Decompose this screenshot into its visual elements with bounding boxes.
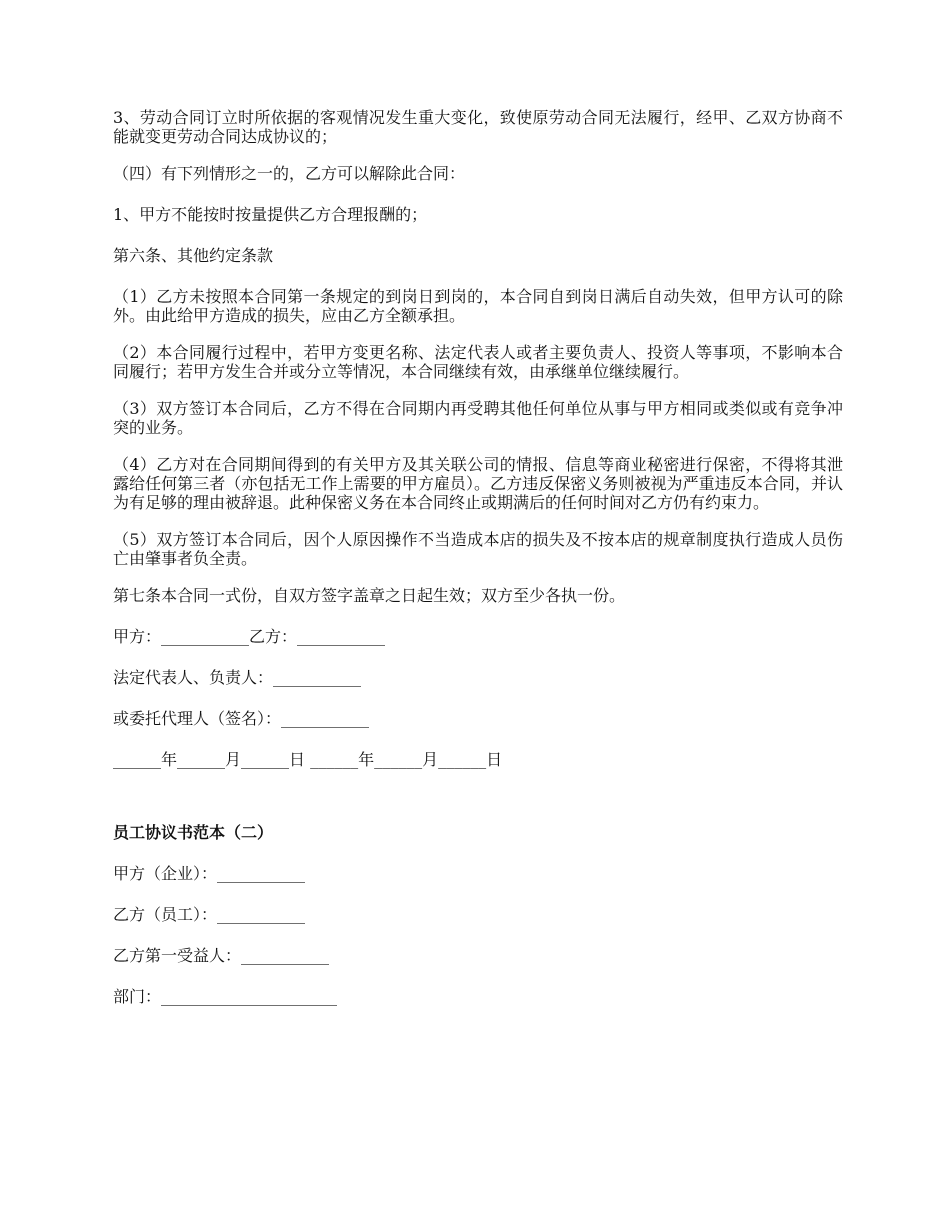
term-4-text: （4）乙方对在合同期间得到的有关甲方及其关联公司的情报、信息等商业秘密进行保密，不得将其泄露给任何第三者（亦包括无工作上需要的甲方雇员）。乙方违反保密义务则被视为严重违反本合同，并认为有足够的理由被辞退。此种保密义务在本合同终止或期满后的任何时间对乙方仍有约束力。: [113, 455, 843, 512]
term-5-text: （5）双方签订本合同后，因个人原因操作不当造成本店的损失及不按本店的规章制度执行造成人员伤亡由肇事者负全责。: [113, 530, 843, 568]
legal-rep-line: 法定代表人、负责人：___________: [113, 668, 362, 687]
term-1-text: （1）乙方未按照本合同第一条规定的到岗日到岗的，本合同自到岗日满后自动失效，但甲方认可的除外。由此给甲方造成的损失，应由乙方全额承担。: [113, 287, 843, 325]
document-page: [113, 108, 843, 1028]
party-b-employee-line: 乙方（员工）：___________: [113, 905, 306, 924]
clause-3-text: 3、劳动合同订立时所依据的客观情况发生重大变化，致使原劳动合同无法履行，经甲、乙双方协商不能就变更劳动合同达成协议的；: [113, 108, 843, 146]
term-3-text: （3）双方签订本合同后，乙方不得在合同期内再受聘其他任何单位从事与甲方相同或类似或有竞争冲突的业务。: [113, 399, 843, 437]
beneficiary-line: 乙方第一受益人：___________: [113, 946, 330, 965]
section-2-heading: 员工协议书范本（二）: [113, 823, 274, 842]
party-signature-line: 甲方：___________乙方：___________: [113, 627, 386, 646]
department-line: 部门：______________________: [113, 987, 338, 1006]
term-2-text: （2）本合同履行过程中，若甲方变更名称、法定代表人或者主要负责人、投资人等事项，不影响本合同履行；若甲方发生合并或分立等情况，本合同继续有效，由承继单位继续履行。: [113, 343, 843, 381]
party-a-company-line: 甲方（企业）：___________: [113, 864, 306, 883]
article-7-text: 第七条本合同一式份，自双方签字盖章之日起生效；双方至少各执一份。: [113, 586, 626, 605]
date-line: ______年______月______日 ______年______月______日: [113, 750, 503, 769]
section-4-heading: （四）有下列情形之一的，乙方可以解除此合同：: [113, 164, 466, 183]
agent-signature-line: 或委托代理人（签名）：___________: [113, 709, 370, 728]
article-6-title: 第六条、其他约定条款: [113, 246, 274, 265]
clause-1-text: 1、甲方不能按时按量提供乙方合理报酬的；: [113, 205, 428, 224]
